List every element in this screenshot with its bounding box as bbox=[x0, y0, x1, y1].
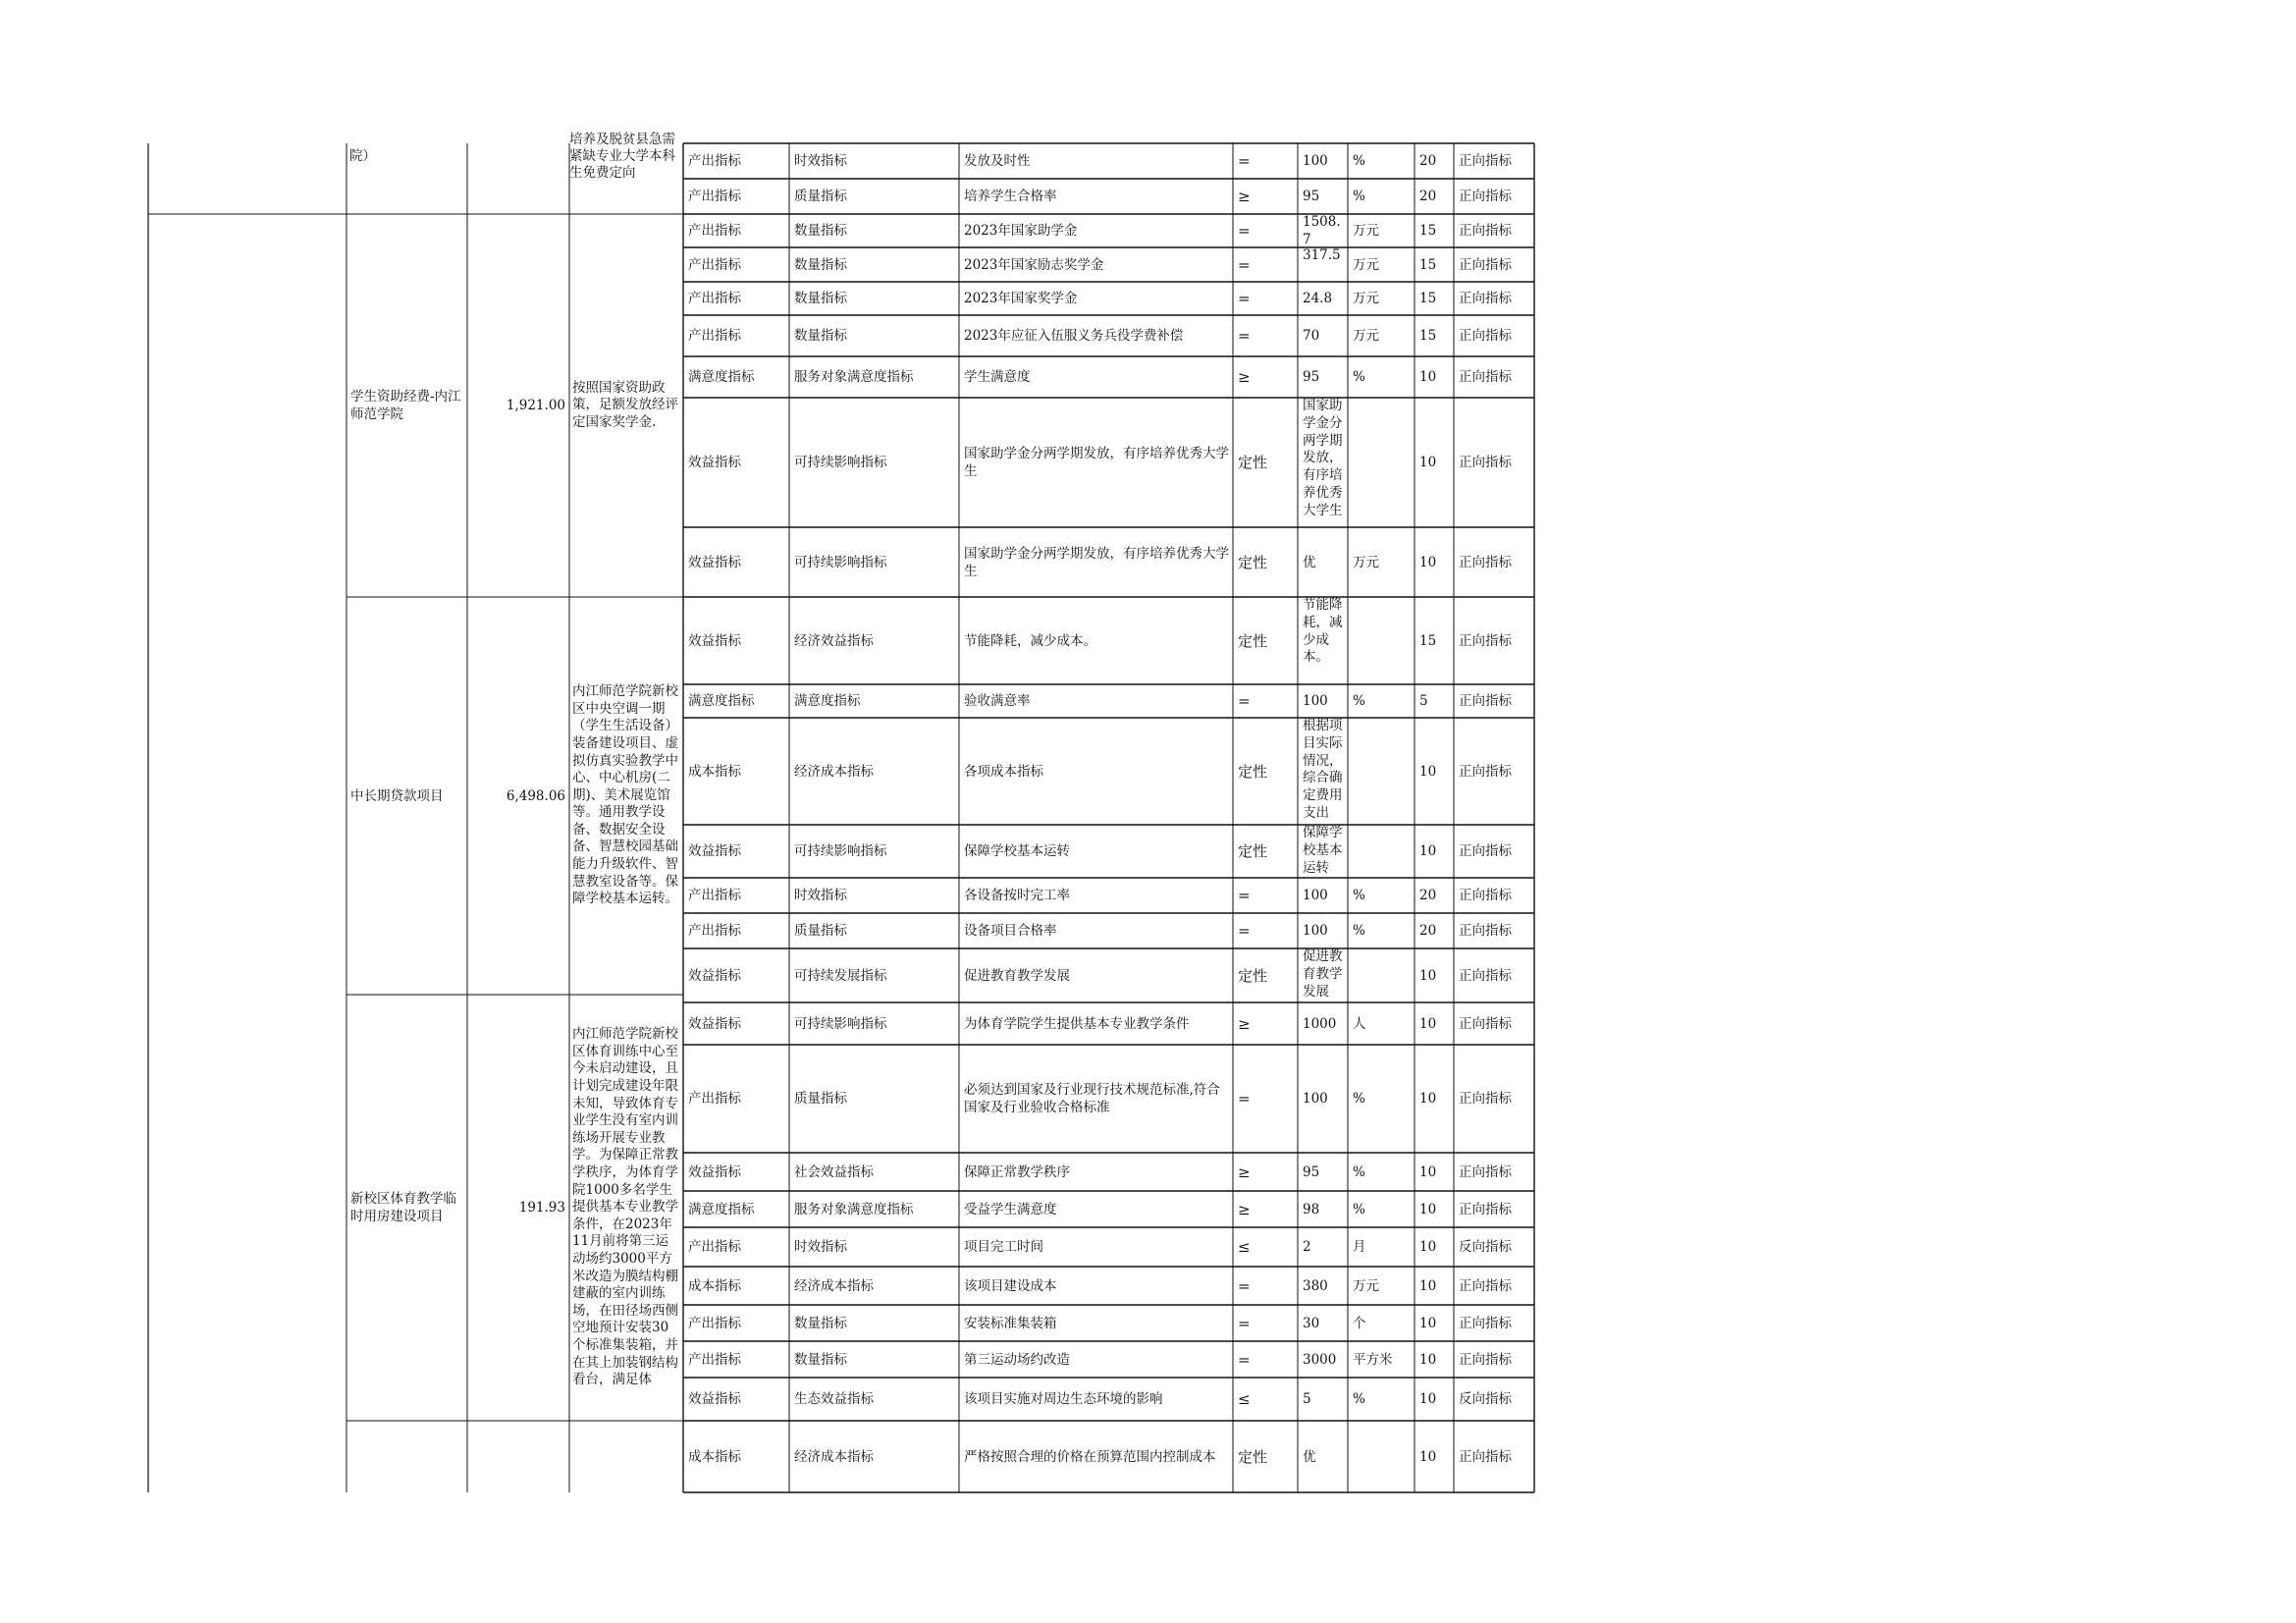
target-value: 70 bbox=[1303, 328, 1320, 344]
level1-indicator: 效益指标 bbox=[688, 967, 741, 984]
direction: 正向指标 bbox=[1459, 455, 1512, 470]
target-value: 优 bbox=[1303, 1448, 1316, 1465]
level1-indicator: 满意度指标 bbox=[688, 693, 755, 709]
level2-indicator: 经济效益指标 bbox=[794, 632, 874, 649]
weight: 10 bbox=[1419, 1277, 1437, 1294]
level3-indicator: 该项目实施对周边生态环境的影响 bbox=[964, 1391, 1163, 1407]
operator: = bbox=[1238, 255, 1251, 274]
target-value: 5 bbox=[1303, 1391, 1311, 1407]
operator: 定性 bbox=[1238, 1447, 1268, 1466]
level1-indicator: 效益指标 bbox=[688, 1015, 741, 1032]
operator: = bbox=[1238, 1276, 1251, 1295]
level1-indicator: 产出指标 bbox=[688, 256, 741, 273]
level2-indicator: 数量指标 bbox=[794, 256, 847, 273]
target-value: 促进教育教学发展 bbox=[1303, 948, 1343, 1000]
level2-indicator: 服务对象满意度指标 bbox=[794, 369, 914, 385]
level1-indicator: 产出指标 bbox=[688, 189, 741, 204]
level1-indicator: 效益指标 bbox=[688, 554, 741, 570]
level3-indicator: 2023年国家助学金 bbox=[964, 223, 1078, 239]
target-value: 1508.7 bbox=[1303, 214, 1341, 247]
unit: 万元 bbox=[1353, 256, 1379, 273]
direction: 正向指标 bbox=[1459, 1015, 1512, 1032]
level3-indicator: 发放及时性 bbox=[964, 153, 1031, 169]
target-value: 380 bbox=[1303, 1277, 1328, 1294]
operator: = bbox=[1238, 327, 1251, 345]
unit: % bbox=[1353, 693, 1365, 709]
level1-indicator: 效益指标 bbox=[688, 455, 741, 470]
operator: = bbox=[1238, 692, 1251, 710]
weight: 5 bbox=[1419, 693, 1428, 709]
level3-indicator: 培养学生合格率 bbox=[964, 189, 1057, 204]
unit bbox=[1353, 718, 1412, 825]
unit: 万元 bbox=[1353, 1277, 1379, 1294]
weight: 10 bbox=[1419, 1351, 1437, 1368]
weight: 15 bbox=[1419, 632, 1437, 649]
target-value: 2 bbox=[1303, 1239, 1311, 1255]
level2-indicator: 数量指标 bbox=[794, 223, 847, 239]
level2-indicator: 可持续发展指标 bbox=[794, 967, 887, 984]
level2-indicator: 质量指标 bbox=[794, 189, 847, 204]
operator: ≤ bbox=[1238, 1390, 1251, 1408]
level3-indicator: 保障学校基本运转 bbox=[964, 843, 1070, 859]
target-value: 30 bbox=[1303, 1315, 1320, 1331]
operator: ≥ bbox=[1238, 188, 1251, 205]
unit bbox=[1353, 398, 1412, 527]
unit: % bbox=[1353, 888, 1365, 903]
weight: 10 bbox=[1419, 1448, 1437, 1465]
level1-indicator: 产出指标 bbox=[688, 1239, 741, 1255]
level3-indicator: 2023年应征入伍服义务兵役学费补偿 bbox=[964, 328, 1184, 344]
operator: 定性 bbox=[1238, 553, 1268, 571]
level3-indicator: 2023年国家奖学金 bbox=[964, 291, 1078, 306]
direction: 正向指标 bbox=[1459, 1091, 1512, 1107]
level3-indicator: 2023年国家励志奖学金 bbox=[964, 256, 1104, 273]
direction: 正向指标 bbox=[1459, 328, 1512, 344]
level3-indicator: 保障正常教学秩序 bbox=[964, 1163, 1070, 1180]
direction: 正向指标 bbox=[1459, 1277, 1512, 1294]
operator: ≥ bbox=[1238, 1200, 1251, 1218]
target-value: 100 bbox=[1303, 923, 1328, 939]
weight: 15 bbox=[1419, 256, 1437, 273]
level3-indicator: 严格按照合理的价格在预算范围内控制成本 bbox=[964, 1448, 1216, 1465]
direction: 正向指标 bbox=[1459, 693, 1512, 709]
unit: % bbox=[1353, 1201, 1365, 1217]
level2-indicator: 可持续影响指标 bbox=[794, 455, 887, 470]
direction: 正向指标 bbox=[1459, 189, 1512, 204]
level1-indicator: 成本指标 bbox=[688, 1448, 741, 1465]
level2-indicator: 生态效益指标 bbox=[794, 1391, 874, 1407]
unit: % bbox=[1353, 369, 1365, 385]
direction: 正向指标 bbox=[1459, 223, 1512, 239]
level3-indicator: 国家助学金分两学期发放，有序培养优秀大学生 bbox=[964, 545, 1229, 579]
level1-indicator: 产出指标 bbox=[688, 923, 741, 939]
level1-indicator: 效益指标 bbox=[688, 1391, 741, 1407]
operator: ≤ bbox=[1238, 1238, 1251, 1256]
unit: 万元 bbox=[1353, 291, 1379, 306]
weight: 10 bbox=[1419, 1091, 1437, 1107]
level3-indicator: 受益学生满意度 bbox=[964, 1201, 1057, 1217]
level2-indicator: 可持续影响指标 bbox=[794, 554, 887, 570]
target-value: 保障学校基本运转 bbox=[1303, 825, 1343, 876]
level2-indicator: 时效指标 bbox=[794, 888, 847, 903]
direction: 正向指标 bbox=[1459, 554, 1512, 570]
operator: = bbox=[1238, 887, 1251, 904]
project-amount: 6,498.06 bbox=[506, 787, 565, 804]
weight: 15 bbox=[1419, 291, 1437, 306]
level2-indicator: 可持续影响指标 bbox=[794, 843, 887, 859]
level3-indicator: 必须达到国家及行业现行技术规范标准,符合国家及行业验收合格标准 bbox=[964, 1082, 1220, 1115]
target-value: 24.8 bbox=[1303, 291, 1333, 306]
operator: 定性 bbox=[1238, 966, 1268, 985]
project-amount: 1,921.00 bbox=[506, 398, 565, 413]
unit bbox=[1353, 948, 1412, 1002]
project-description: 内江师范学院新校区中央空调一期（学生生活设备）装备建设项目、虚拟仿真实验教学中心、中心机房(二期)、美术展览馆等。通用教学设备、数据安全设备、智慧校园基础能力升级软件、智慧教室设备等。保障学校基本运转。 bbox=[572, 683, 678, 907]
target-value: 国家助学金分两学期发放，有序培养优秀大学生 bbox=[1303, 398, 1343, 518]
unit: % bbox=[1353, 923, 1365, 939]
weight: 10 bbox=[1419, 455, 1437, 470]
weight: 10 bbox=[1419, 554, 1437, 570]
project-amount: 191.93 bbox=[518, 1200, 565, 1216]
weight: 15 bbox=[1419, 328, 1437, 344]
operator: = bbox=[1238, 222, 1251, 240]
unit: 万元 bbox=[1353, 554, 1379, 570]
unit: 个 bbox=[1353, 1315, 1366, 1331]
operator: 定性 bbox=[1238, 842, 1268, 860]
project-name: 学生资助经费-内江师范学院 bbox=[350, 389, 461, 422]
weight: 10 bbox=[1419, 967, 1437, 984]
level2-indicator: 数量指标 bbox=[794, 328, 847, 344]
unit bbox=[1353, 825, 1412, 878]
target-value: 100 bbox=[1303, 153, 1328, 169]
level1-indicator: 效益指标 bbox=[688, 1163, 741, 1180]
operator: 定性 bbox=[1238, 631, 1268, 650]
level3-indicator: 节能降耗，减少成本。 bbox=[964, 632, 1096, 649]
weight: 10 bbox=[1419, 369, 1437, 385]
fragment-project-name: 院） bbox=[349, 148, 376, 164]
level1-indicator: 产出指标 bbox=[688, 223, 741, 239]
operator: 定性 bbox=[1238, 454, 1268, 471]
direction: 正向指标 bbox=[1459, 763, 1512, 780]
target-value: 98 bbox=[1303, 1201, 1320, 1217]
weight: 15 bbox=[1419, 223, 1437, 239]
operator: ≥ bbox=[1238, 368, 1251, 386]
operator: = bbox=[1238, 290, 1251, 307]
level2-indicator: 时效指标 bbox=[794, 1239, 847, 1255]
level1-indicator: 产出指标 bbox=[688, 888, 741, 903]
weight: 10 bbox=[1419, 1391, 1437, 1407]
unit: % bbox=[1353, 153, 1365, 169]
level2-indicator: 时效指标 bbox=[794, 153, 847, 169]
direction: 正向指标 bbox=[1459, 1201, 1512, 1217]
target-value: 优 bbox=[1303, 554, 1316, 570]
direction: 正向指标 bbox=[1459, 888, 1512, 903]
level3-indicator: 该项目建设成本 bbox=[964, 1277, 1057, 1294]
operator: = bbox=[1238, 152, 1251, 170]
weight: 10 bbox=[1419, 1201, 1437, 1217]
target-value: 1000 bbox=[1303, 1015, 1337, 1032]
operator: 定性 bbox=[1238, 762, 1268, 781]
level1-indicator: 产出指标 bbox=[688, 153, 741, 169]
direction: 正向指标 bbox=[1459, 923, 1512, 939]
operator: = bbox=[1238, 922, 1251, 940]
unit: 月 bbox=[1353, 1239, 1366, 1255]
level2-indicator: 质量指标 bbox=[794, 923, 847, 939]
direction: 正向指标 bbox=[1459, 153, 1512, 169]
target-value: 95 bbox=[1303, 1163, 1320, 1180]
level2-indicator: 满意度指标 bbox=[794, 693, 861, 709]
weight: 10 bbox=[1419, 1239, 1437, 1255]
operator: ≥ bbox=[1238, 1014, 1251, 1033]
weight: 10 bbox=[1419, 763, 1437, 780]
weight: 10 bbox=[1419, 1015, 1437, 1032]
direction: 正向指标 bbox=[1459, 632, 1512, 649]
unit: 万元 bbox=[1353, 223, 1379, 239]
level1-indicator: 产出指标 bbox=[688, 1315, 741, 1331]
weight: 10 bbox=[1419, 843, 1437, 859]
direction: 正向指标 bbox=[1459, 369, 1512, 385]
level1-indicator: 满意度指标 bbox=[688, 1201, 755, 1217]
level1-indicator: 效益指标 bbox=[688, 843, 741, 859]
project-name: 中长期贷款项目 bbox=[350, 787, 444, 804]
target-value: 100 bbox=[1303, 1091, 1328, 1107]
target-value: 95 bbox=[1303, 369, 1320, 385]
level2-indicator: 经济成本指标 bbox=[794, 1448, 874, 1465]
level3-indicator: 学生满意度 bbox=[964, 369, 1031, 385]
direction: 反向指标 bbox=[1459, 1239, 1512, 1255]
unit: % bbox=[1353, 1091, 1365, 1107]
direction: 正向指标 bbox=[1459, 291, 1512, 306]
direction: 正向指标 bbox=[1459, 1163, 1512, 1180]
operator: = bbox=[1238, 1090, 1251, 1108]
operator: = bbox=[1238, 1314, 1251, 1332]
unit: % bbox=[1353, 1391, 1365, 1407]
direction: 正向指标 bbox=[1459, 1448, 1512, 1465]
level3-indicator: 第三运动场约改造 bbox=[964, 1351, 1070, 1368]
unit: % bbox=[1353, 189, 1365, 204]
unit: 人 bbox=[1353, 1015, 1366, 1032]
operator: ≥ bbox=[1238, 1163, 1251, 1181]
level2-indicator: 数量指标 bbox=[794, 1315, 847, 1331]
weight: 10 bbox=[1419, 1163, 1437, 1180]
level2-indicator: 服务对象满意度指标 bbox=[794, 1201, 914, 1217]
level1-indicator: 产出指标 bbox=[688, 1091, 741, 1107]
target-value: 根据项目实际情况，综合确定费用支出 bbox=[1303, 718, 1343, 821]
level1-indicator: 产出指标 bbox=[688, 1351, 741, 1368]
level3-indicator: 各项成本指标 bbox=[964, 763, 1043, 780]
level3-indicator: 各设备按时完工率 bbox=[964, 888, 1070, 903]
target-value: 95 bbox=[1303, 189, 1320, 204]
project-name: 新校区体育教学临时用房建设项目 bbox=[350, 1191, 456, 1224]
level1-indicator: 产出指标 bbox=[688, 291, 741, 306]
weight: 20 bbox=[1419, 189, 1437, 204]
direction: 正向指标 bbox=[1459, 843, 1512, 859]
level3-indicator: 国家助学金分两学期发放，有序培养优秀大学生 bbox=[964, 446, 1229, 479]
operator: = bbox=[1238, 1350, 1251, 1369]
direction: 正向指标 bbox=[1459, 1315, 1512, 1331]
weight: 20 bbox=[1419, 888, 1437, 903]
level2-indicator: 数量指标 bbox=[794, 1351, 847, 1368]
level3-indicator: 促进教育教学发展 bbox=[964, 967, 1070, 984]
level1-indicator: 成本指标 bbox=[688, 763, 741, 780]
target-value: 317.5 bbox=[1303, 247, 1341, 263]
level3-indicator: 设备项目合格率 bbox=[964, 923, 1057, 939]
target-value: 100 bbox=[1303, 693, 1328, 709]
direction: 正向指标 bbox=[1459, 256, 1512, 273]
level3-indicator: 验收满意率 bbox=[964, 693, 1031, 709]
level1-indicator: 成本指标 bbox=[688, 1277, 741, 1294]
level2-indicator: 可持续影响指标 bbox=[794, 1015, 887, 1032]
unit bbox=[1353, 1421, 1412, 1492]
level3-indicator: 为体育学院学生提供基本专业教学条件 bbox=[964, 1015, 1190, 1032]
target-value: 100 bbox=[1303, 888, 1328, 903]
level1-indicator: 满意度指标 bbox=[688, 369, 755, 385]
weight: 10 bbox=[1419, 1315, 1437, 1331]
level3-indicator: 安装标准集装箱 bbox=[964, 1315, 1057, 1331]
fragment-project-desc: 培养及脱贫县急需紧缺专业大学本科生免费定向 bbox=[569, 132, 675, 181]
unit: 万元 bbox=[1353, 328, 1379, 344]
direction: 正向指标 bbox=[1459, 1351, 1512, 1368]
level3-indicator: 项目完工时间 bbox=[964, 1239, 1043, 1255]
level2-indicator: 社会效益指标 bbox=[794, 1163, 874, 1180]
weight: 20 bbox=[1419, 153, 1437, 169]
direction: 正向指标 bbox=[1459, 967, 1512, 984]
level1-indicator: 产出指标 bbox=[688, 328, 741, 344]
level1-indicator: 效益指标 bbox=[688, 632, 741, 649]
level2-indicator: 质量指标 bbox=[794, 1091, 847, 1107]
project-description: 按照国家资助政策，足额发放经评定国家奖学金. bbox=[572, 379, 678, 430]
target-value: 3000 bbox=[1303, 1351, 1337, 1368]
direction: 反向指标 bbox=[1459, 1391, 1512, 1407]
project-description: 内江师范学院新校区体育训练中心至今未启动建设，且计划完成建设年限未知，导致体育专业学生没有室内训练场开展专业教学。为保障正常教学秩序，为体育学院1000多名学生提供基本专业教学条件，在2023年11月前将第三运动场约3000平方米改造为膜结构棚建蔽的室内训练场，在田径场西侧空地预计安装30个标准集装箱，并在其上加装钢结构看台，满足体 bbox=[572, 1026, 678, 1388]
unit bbox=[1353, 597, 1412, 684]
unit: 平方米 bbox=[1353, 1351, 1393, 1368]
level2-indicator: 数量指标 bbox=[794, 291, 847, 306]
weight: 20 bbox=[1419, 923, 1437, 939]
unit: % bbox=[1353, 1163, 1365, 1180]
target-value: 节能降耗，减少成本。 bbox=[1303, 597, 1343, 666]
level2-indicator: 经济成本指标 bbox=[794, 763, 874, 780]
level2-indicator: 经济成本指标 bbox=[794, 1277, 874, 1294]
